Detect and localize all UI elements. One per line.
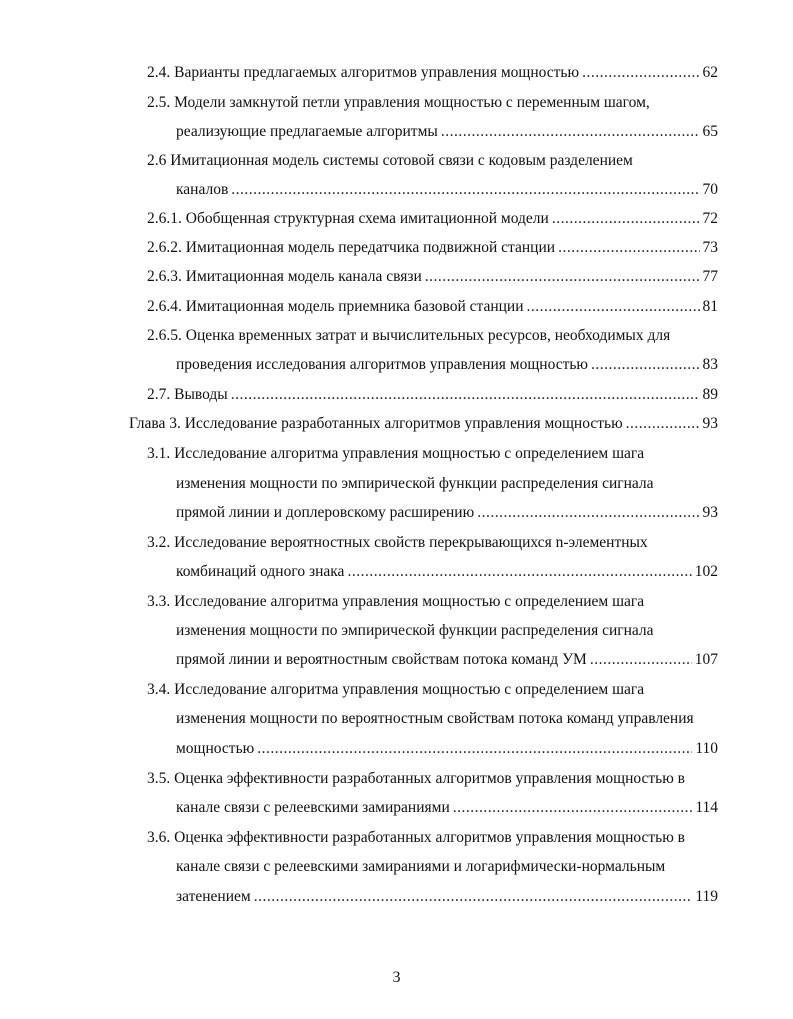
dot-leader <box>254 887 693 907</box>
toc-entry-title: проведения исследования алгоритмов управления мощностью <box>176 356 589 373</box>
toc-entry-2-6-4 <box>147 297 718 317</box>
toc-entry-title: 2.6.5. Оценка временных затрат и вычислительных ресурсов, необходимых для <box>147 327 671 344</box>
toc-entry-title: реализующие предлагаемые алгоритмы <box>176 123 438 140</box>
toc-page-number: 73 <box>702 239 718 256</box>
toc-page-number: 77 <box>702 268 718 285</box>
toc-entry-chapter-3 <box>129 414 718 434</box>
toc-entry-2-6-3 <box>147 267 718 287</box>
dot-leader <box>425 267 700 287</box>
toc-page-number: 62 <box>702 64 718 81</box>
toc-page-number: 65 <box>702 123 718 140</box>
toc-entry-3-3-line1 <box>147 592 644 612</box>
toc-entry-title: затенением <box>176 888 251 905</box>
toc-entry-3-4-line1 <box>147 680 644 700</box>
dot-leader <box>257 739 692 759</box>
toc-entry-2-6 <box>176 180 718 200</box>
toc-entry-3-1 <box>176 503 718 523</box>
toc-entry-3-4-line2 <box>176 709 694 729</box>
dot-leader <box>582 63 699 83</box>
toc-entry-title: канале связи с релеевскими замираниями <box>176 799 450 816</box>
dot-leader <box>453 798 693 818</box>
toc-page-number: 70 <box>702 181 718 198</box>
toc-entry-3-6-line2 <box>176 857 665 877</box>
dot-leader <box>590 650 692 670</box>
toc-entry-title: 2.6.3. Имитационная модель канала связи <box>147 268 422 285</box>
toc-entry-title: 2.6.1. Обобщенная структурная схема имитационной модели <box>147 210 549 227</box>
toc-page-number: 110 <box>695 740 718 757</box>
toc-entry-3-2-line1 <box>147 533 648 553</box>
toc-entry-2-6-5-line1 <box>147 326 670 346</box>
toc-page-number: 81 <box>702 298 718 315</box>
dot-leader <box>558 238 699 258</box>
toc-entry-3-6 <box>176 887 718 907</box>
toc-entry-title: прямой линии и доплеровскому расширению <box>176 504 475 521</box>
toc-page-number: 83 <box>702 356 718 373</box>
toc-page-number: 72 <box>702 210 718 227</box>
toc-entry-2-4 <box>147 63 718 83</box>
toc-page-number: 93 <box>702 415 718 432</box>
toc-entry-2-6-1 <box>147 209 718 229</box>
dot-leader <box>231 180 699 200</box>
toc-entry-title: изменения мощности по эмпирической функции распределения сигнала <box>176 622 654 639</box>
toc-entry-2-5-line1 <box>147 93 650 113</box>
toc-entry-title: 3.3. Исследование алгоритма управления мощностью с определением шага <box>147 593 645 610</box>
toc-entry-title: изменения мощности по эмпирической функции распределения сигнала <box>176 475 654 492</box>
toc-entry-title: 3.5. Оценка эффективности разработанных алгоритмов управления мощностью в <box>147 770 685 787</box>
toc-page-number: 107 <box>694 651 718 668</box>
toc-entry-title: 3.2. Исследование вероятностных свойств перекрывающихся n-элементных <box>147 534 648 551</box>
toc-entry-3-6-line1 <box>147 828 685 848</box>
toc-entry-title: Глава 3. Исследование разработанных алгоритмов управления мощностью <box>129 415 623 432</box>
toc-entry-2-7 <box>147 385 718 405</box>
toc-entry-3-5 <box>176 798 718 818</box>
toc-entry-title: 2.7. Выводы <box>147 386 228 403</box>
toc-entry-title: каналов <box>176 181 229 198</box>
toc-entry-2-6-2 <box>147 238 718 258</box>
page-number: 3 <box>392 969 401 986</box>
toc-entry-title: 3.1. Исследование алгоритма управления мощностью с определением шага <box>147 445 645 462</box>
toc-entry-title: комбинаций одного знака <box>176 563 345 580</box>
dot-leader <box>441 122 700 142</box>
toc-entry-3-3-line2 <box>176 621 654 641</box>
dot-leader <box>527 297 700 317</box>
toc-entry-2-6-line1 <box>147 151 633 171</box>
toc-entry-3-4 <box>176 739 718 759</box>
toc-entry-title: 2.6.4. Имитационная модель приемника базовой станции <box>147 298 524 315</box>
toc-entry-2-5 <box>176 122 718 142</box>
toc-entry-3-1-line1 <box>147 444 644 464</box>
dot-leader <box>231 385 700 405</box>
toc-entry-3-5-line1 <box>147 769 685 789</box>
toc-entry-3-3 <box>176 650 718 670</box>
toc-entry-title: 3.4. Исследование алгоритма управления мощностью с определением шага <box>147 681 645 698</box>
toc-entry-title: 3.6. Оценка эффективности разработанных алгоритмов управления мощностью в <box>147 829 685 846</box>
toc-page-number: 93 <box>702 504 718 521</box>
toc-page-number: 114 <box>695 799 718 816</box>
dot-leader <box>626 414 700 434</box>
toc-entry-title: 2.4. Варианты предлагаемых алгоритмов управления мощностью <box>147 64 580 81</box>
toc-entry-title: 2.6 Имитационная модель системы сотовой связи с кодовым разделением <box>147 152 633 169</box>
toc-entry-2-6-5 <box>176 355 718 375</box>
toc-entry-title: изменения мощности по вероятностным свойствам потока команд управления <box>176 710 694 727</box>
toc-page-number: 119 <box>695 888 718 905</box>
toc-entry-title: прямой линии и вероятностным свойствам потока команд УМ <box>176 651 587 668</box>
dot-leader <box>347 562 691 582</box>
toc-entry-title: канале связи с релеевскими замираниями и логарифмически-нормальным <box>176 858 666 875</box>
toc-page-number: 102 <box>694 563 718 580</box>
toc-entry-3-1-line2 <box>176 474 654 494</box>
toc-entry-title: 2.6.2. Имитационная модель передатчика подвижной станции <box>147 239 556 256</box>
dot-leader <box>552 209 700 229</box>
toc-entry-title: мощностью <box>176 740 255 757</box>
dot-leader <box>591 355 699 375</box>
dot-leader <box>477 503 699 523</box>
toc-page-number: 89 <box>702 386 718 403</box>
toc-entry-3-2 <box>176 562 718 582</box>
toc-entry-title: 2.5. Модели замкнутой петли управления мощностью с переменным шагом, <box>147 94 650 111</box>
